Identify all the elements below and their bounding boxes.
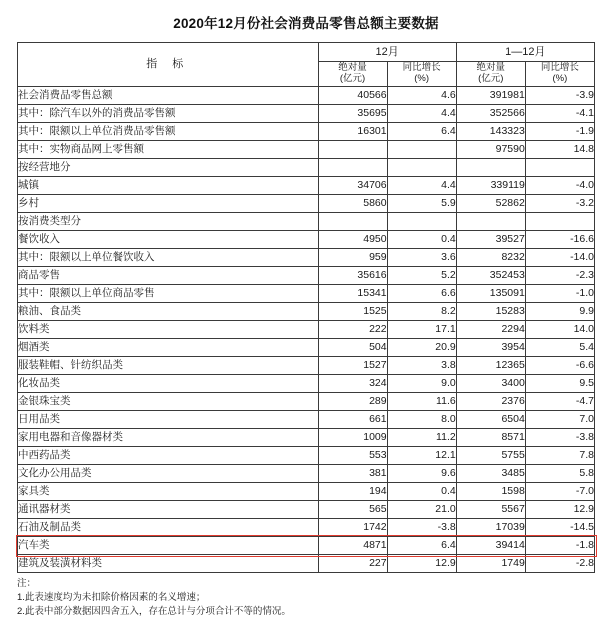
header-month-absolute [318,62,387,87]
row-month-absolute: 35695 [318,105,387,123]
header-indicator: 指 标 [18,43,319,87]
table-row [18,483,595,501]
row-month-growth [387,159,456,177]
row-cumulative-absolute: 8232 [456,249,525,267]
row-cumulative-absolute: 52862 [456,195,525,213]
row-month-absolute: 324 [318,375,387,393]
table-row [18,249,595,267]
table-row [18,537,595,555]
row-cumulative-absolute: 5567 [456,501,525,519]
table-row [18,555,595,573]
row-cumulative-growth: -3.2 [525,195,594,213]
row-month-growth: 17.1 [387,321,456,339]
row-cumulative-growth: -14.0 [525,249,594,267]
header-month-absolute-l1: 绝对量 [338,62,367,74]
row-cumulative-absolute: 15283 [456,303,525,321]
row-month-absolute [318,213,387,231]
row-cumulative-growth: 14.8 [525,141,594,159]
row-month-absolute: 5860 [318,195,387,213]
row-month-absolute: 227 [318,555,387,573]
row-month-absolute: 16301 [318,123,387,141]
row-cumulative-growth: 7.8 [525,447,594,465]
row-label: 汽车类 [18,537,319,555]
note-line-1: 1.此表速度均为未扣除价格因素的名义增速； [17,591,206,603]
row-month-growth: 6.4 [387,123,456,141]
row-month-absolute: 381 [318,465,387,483]
row-cumulative-absolute: 2376 [456,393,525,411]
row-cumulative-growth: -3.9 [525,87,594,105]
row-label: 家具类 [18,483,319,501]
row-cumulative-absolute: 2294 [456,321,525,339]
row-cumulative-absolute: 39414 [456,537,525,555]
header-period-cumulative: 1—12月 [456,43,594,62]
row-cumulative-growth: 14.0 [525,321,594,339]
row-cumulative-growth: -2.3 [525,267,594,285]
row-label: 通讯器材类 [18,501,319,519]
row-month-growth: 8.2 [387,303,456,321]
row-cumulative-absolute: 8571 [456,429,525,447]
row-month-growth: 6.4 [387,537,456,555]
row-label: 商品零售 [18,267,319,285]
row-cumulative-growth: 5.8 [525,465,594,483]
table-row [18,195,595,213]
row-month-absolute: 40566 [318,87,387,105]
row-label: 社会消费品零售总额 [18,87,319,105]
table-row [18,159,595,177]
row-label: 其中：限额以上单位消费品零售额 [18,123,319,141]
row-cumulative-growth: -2.8 [525,555,594,573]
row-label: 化妆品类 [18,375,319,393]
row-cumulative-growth: 12.9 [525,501,594,519]
row-cumulative-absolute: 17039 [456,519,525,537]
row-month-growth: 12.9 [387,555,456,573]
header-month-growth-l1: 同比增长 [402,62,441,74]
row-month-growth: 4.4 [387,105,456,123]
row-month-growth [387,213,456,231]
row-month-growth: 0.4 [387,483,456,501]
row-month-absolute: 553 [318,447,387,465]
row-cumulative-growth: 9.9 [525,303,594,321]
row-label: 餐饮收入 [18,231,319,249]
row-cumulative-absolute: 339119 [456,177,525,195]
row-cumulative-absolute: 39527 [456,231,525,249]
row-label: 服装鞋帽、针纺织品类 [18,357,319,375]
row-month-absolute: 959 [318,249,387,267]
row-month-absolute: 1742 [318,519,387,537]
row-cumulative-growth: -1.0 [525,285,594,303]
row-month-absolute: 222 [318,321,387,339]
row-label: 其中：实物商品网上零售额 [18,141,319,159]
row-label: 粮油、食品类 [18,303,319,321]
row-month-absolute: 35616 [318,267,387,285]
row-cumulative-growth: -1.8 [525,537,594,555]
row-cumulative-absolute [456,159,525,177]
row-label: 烟酒类 [18,339,319,357]
row-cumulative-growth: -6.6 [525,357,594,375]
table-row [18,213,595,231]
table-row [18,501,595,519]
row-month-growth: 3.8 [387,357,456,375]
row-cumulative-growth: -4.1 [525,105,594,123]
row-month-growth: 6.6 [387,285,456,303]
row-month-growth: 8.0 [387,411,456,429]
row-label: 按消费类型分 [18,213,319,231]
header-cumulative-growth [525,62,594,87]
row-label: 城镇 [18,177,319,195]
row-month-absolute: 194 [318,483,387,501]
retail-sales-table [17,42,595,573]
table-row [18,303,595,321]
row-label: 文化办公用品类 [18,465,319,483]
row-cumulative-absolute: 6504 [456,411,525,429]
row-cumulative-growth: 9.5 [525,375,594,393]
row-month-growth: 9.0 [387,375,456,393]
row-month-growth: 4.6 [387,87,456,105]
header-month-growth-unit: (%) [414,73,430,84]
row-cumulative-growth: -3.8 [525,429,594,447]
row-label: 日用品类 [18,411,319,429]
row-month-growth: 5.9 [387,195,456,213]
row-cumulative-absolute: 135091 [456,285,525,303]
row-label: 建筑及装潢材料类 [18,555,319,573]
row-cumulative-growth: 5.4 [525,339,594,357]
row-cumulative-growth: -1.9 [525,123,594,141]
row-month-growth: 20.9 [387,339,456,357]
row-cumulative-growth: 7.0 [525,411,594,429]
table-row [18,123,595,141]
row-cumulative-absolute: 3485 [456,465,525,483]
row-cumulative-absolute: 3400 [456,375,525,393]
row-month-absolute: 34706 [318,177,387,195]
row-cumulative-growth: -4.7 [525,393,594,411]
table-row [18,285,595,303]
table-row [18,339,595,357]
row-label: 饮料类 [18,321,319,339]
row-month-absolute: 504 [318,339,387,357]
row-cumulative-absolute [456,213,525,231]
row-month-growth: 0.4 [387,231,456,249]
row-month-absolute: 565 [318,501,387,519]
row-month-growth: 5.2 [387,267,456,285]
row-month-growth: 21.0 [387,501,456,519]
row-month-growth [387,141,456,159]
table-row [18,393,595,411]
row-month-growth: 3.6 [387,249,456,267]
table-row [18,321,595,339]
row-month-absolute: 4950 [318,231,387,249]
row-cumulative-absolute: 391981 [456,87,525,105]
table-row [18,519,595,537]
row-label: 中西药品类 [18,447,319,465]
row-cumulative-absolute: 1749 [456,555,525,573]
table-row [18,447,595,465]
row-month-growth: 11.6 [387,393,456,411]
row-label: 其中：限额以上单位餐饮收入 [18,249,319,267]
note-line-2: 2.此表中部分数据因四舍五入，存在总计与分项合计不等的情况。 [17,605,291,617]
row-label: 其中：除汽车以外的消费品零售额 [18,105,319,123]
row-label: 金银珠宝类 [18,393,319,411]
table-row [18,141,595,159]
row-month-absolute [318,141,387,159]
header-cumulative-absolute-unit: (亿元) [478,73,504,84]
row-cumulative-absolute: 143323 [456,123,525,141]
header-cumulative-growth-l1: 同比增长 [540,62,579,74]
row-label: 石油及制品类 [18,519,319,537]
table-row [18,231,595,249]
table-row [18,429,595,447]
table-row [18,375,595,393]
table-row [18,465,595,483]
table-row [18,105,595,123]
row-cumulative-absolute: 5755 [456,447,525,465]
row-month-absolute: 661 [318,411,387,429]
row-cumulative-absolute: 97590 [456,141,525,159]
row-cumulative-absolute: 1598 [456,483,525,501]
row-label: 按经营地分 [18,159,319,177]
header-cumulative-growth-unit: (%) [552,73,568,84]
table-row [18,177,595,195]
row-cumulative-absolute: 3954 [456,339,525,357]
row-label: 乡村 [18,195,319,213]
row-month-absolute: 1527 [318,357,387,375]
row-month-growth: -3.8 [387,519,456,537]
row-month-absolute: 4871 [318,537,387,555]
header-month-absolute-unit: (亿元) [339,73,366,84]
table-header [18,43,595,87]
table-row [18,357,595,375]
table-row [18,267,595,285]
header-cumulative-absolute [456,62,525,87]
row-month-absolute: 1525 [318,303,387,321]
row-cumulative-growth [525,159,594,177]
table-row [18,87,595,105]
row-cumulative-growth: -4.0 [525,177,594,195]
header-period-month: 12月 [318,43,456,62]
row-cumulative-growth: -16.6 [525,231,594,249]
row-month-absolute [318,159,387,177]
row-cumulative-absolute: 352453 [456,267,525,285]
row-month-growth: 11.2 [387,429,456,447]
row-month-absolute: 1009 [318,429,387,447]
row-cumulative-growth: -14.5 [525,519,594,537]
row-cumulative-growth [525,213,594,231]
table-row [18,411,595,429]
notes-title: 注： [17,578,37,589]
header-month-growth [387,62,456,87]
row-month-absolute: 15341 [318,285,387,303]
page-title: 2020年12月份社会消费品零售总额主要数据 [173,16,439,31]
row-label: 其中：限额以上单位商品零售 [18,285,319,303]
header-cumulative-absolute-l1: 绝对量 [476,62,506,74]
row-cumulative-absolute: 352566 [456,105,525,123]
row-month-growth: 4.4 [387,177,456,195]
table-body [18,87,595,573]
row-cumulative-growth: -7.0 [525,483,594,501]
row-month-growth: 9.6 [387,465,456,483]
row-month-absolute: 289 [318,393,387,411]
row-month-growth: 12.1 [387,447,456,465]
row-cumulative-absolute: 12365 [456,357,525,375]
row-label: 家用电器和音像器材类 [18,429,319,447]
